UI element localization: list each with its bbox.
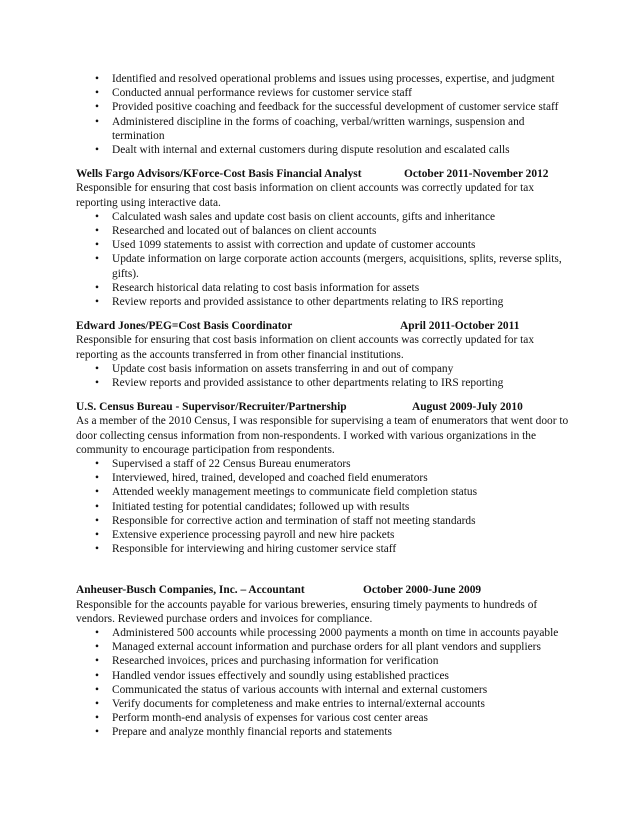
bullet-icon: • (95, 472, 99, 485)
bullet-icon: • (95, 87, 99, 100)
list-item-text: Provided positive coaching and feedback for the successful development of customer service staff (112, 101, 559, 114)
job-title: Wells Fargo Advisors/KForce-Cost Basis Financial Analyst (76, 168, 362, 181)
list-item (76, 100, 576, 114)
job-bullet-list (76, 210, 576, 309)
bullet-icon: • (95, 362, 99, 375)
list-item-text: Handled vendor issues effectively and soundly using established practices (112, 669, 449, 682)
list-item-text: Calculated wash sales and update cost basis on client accounts, gifts and inheritance (112, 210, 496, 223)
job-anheuser-busch (76, 583, 576, 739)
bullet-icon: • (95, 712, 99, 725)
list-item (76, 542, 576, 556)
list-item (76, 528, 576, 542)
job-wells-fargo (76, 167, 576, 309)
job-edward-jones (76, 319, 576, 390)
list-item-text: Administered discipline in the forms of coaching, verbal/written warnings, suspension and termination (112, 115, 525, 142)
bullet-icon: • (95, 500, 99, 513)
list-item (76, 210, 576, 224)
list-item-text: Initiated testing for potential candidates; followed up with results (112, 500, 410, 513)
list-item (76, 514, 576, 528)
bullet-icon: • (95, 296, 99, 309)
list-item-text: Prepare and analyze monthly financial reports and statements (112, 726, 392, 739)
list-item (76, 252, 576, 280)
list-item-text: Review reports and provided assistance to other departments relating to IRS reporting (112, 296, 504, 309)
list-item (76, 640, 576, 654)
list-item (76, 295, 576, 309)
list-item-text: Update information on large corporate action accounts (mergers, acquisitions, splits, reverse splits, gifts). (112, 253, 562, 280)
bullet-icon: • (95, 144, 99, 157)
job-dates: April 2011-October 2011 (400, 320, 520, 333)
list-item (76, 683, 576, 697)
job-title: Edward Jones/PEG=Cost Basis Coordinator (76, 320, 293, 333)
list-item-text: Research historical data relating to cost basis information for assets (112, 281, 420, 294)
bullet-icon: • (95, 514, 99, 527)
list-item (76, 471, 576, 485)
list-item (76, 654, 576, 668)
list-item-text: Dealt with internal and external customers during dispute resolution and escalated calls (112, 144, 510, 157)
bullet-icon: • (95, 627, 99, 640)
list-item-text: Attended weekly management meetings to communicate field completion status (112, 486, 478, 499)
job-heading (76, 319, 576, 333)
bullet-icon: • (95, 239, 99, 252)
list-item-text: Supervised a staff of 22 Census Bureau enumerators (112, 458, 351, 471)
list-item (76, 143, 576, 157)
list-item-text: Perform month-end analysis of expenses for various cost center areas (112, 712, 428, 725)
job-heading (76, 583, 576, 597)
bullet-icon: • (95, 683, 99, 696)
list-item (76, 711, 576, 725)
list-item (76, 115, 576, 143)
list-item-text: Responsible for interviewing and hiring customer service staff (112, 543, 397, 556)
job-title: Anheuser-Busch Companies, Inc. – Accountant (76, 584, 305, 597)
bullet-icon: • (95, 210, 99, 223)
list-item (76, 697, 576, 711)
list-item (76, 485, 576, 499)
job-title: U.S. Census Bureau - Supervisor/Recruiter/Partnership (76, 401, 347, 414)
bullet-icon: • (95, 377, 99, 390)
bullet-icon: • (95, 253, 99, 266)
list-item (76, 626, 576, 640)
bullet-icon: • (95, 698, 99, 711)
bullet-icon: • (95, 726, 99, 739)
bullet-icon: • (95, 655, 99, 668)
job-description: Responsible for ensuring that cost basis information on client accounts was correctly updated for tax reporting using interactive data. (76, 182, 535, 209)
job-description: Responsible for the accounts payable for various breweries, ensuring timely payments to hundreds of vendors. Reviewed purchase orders and invoices for compliance. (76, 598, 538, 625)
job-description: Responsible for ensuring that cost basis information on client accounts was correctly updated for tax reporting as the accounts transferred in from other financial institutions. (76, 334, 535, 361)
bullet-icon: • (95, 73, 99, 85)
list-item-text: Conducted annual performance reviews for customer service staff (112, 87, 412, 100)
list-item (76, 669, 576, 683)
job-dates: October 2011-November 2012 (404, 168, 549, 181)
bullet-icon: • (95, 543, 99, 556)
list-item-text: Update cost basis information on assets transferring in and out of company (112, 362, 454, 375)
list-item-text: Responsible for corrective action and termination of staff not meeting standards (112, 514, 476, 527)
bullet-icon: • (95, 225, 99, 238)
list-item-text: Review reports and provided assistance to other departments relating to IRS reporting (112, 377, 504, 390)
list-item-text: Researched invoices, prices and purchasing information for verification (112, 655, 439, 668)
list-item-text: Administered 500 accounts while processing 2000 payments a month on time in accounts payable (112, 627, 559, 640)
list-item-text: Researched and located out of balances on client accounts (112, 225, 377, 238)
list-item (76, 725, 576, 739)
list-item (76, 72, 576, 86)
job-bullet-list (76, 457, 576, 556)
job-heading (76, 400, 576, 414)
bullet-icon: • (95, 529, 99, 542)
bullet-icon: • (95, 669, 99, 682)
job-description: As a member of the 2010 Census, I was responsible for supervising a team of enumerators that went door to door collecting census information from non-respondents. I worked with various organizations in the community to encourage participation from respondents. (76, 415, 569, 456)
list-item (76, 376, 576, 390)
job-census-bureau (76, 400, 576, 556)
list-item (76, 457, 576, 471)
bullet-icon: • (95, 486, 99, 499)
resume-content (76, 72, 576, 740)
list-item-text: Verify documents for completeness and make entries to internal/external accounts (112, 698, 485, 711)
job-dates: October 2000-June 2009 (363, 584, 482, 597)
bullet-icon: • (95, 101, 99, 114)
job-bullet-list (76, 362, 576, 390)
list-item-text: Interviewed, hired, trained, developed and coached field enumerators (112, 472, 428, 485)
list-item (76, 281, 576, 295)
list-item (76, 224, 576, 238)
job-heading (76, 167, 576, 181)
list-item-text: Extensive experience processing payroll and new hire packets (112, 529, 395, 542)
bullet-icon: • (95, 115, 99, 128)
bullet-icon: • (95, 458, 99, 471)
list-item (76, 86, 576, 100)
bullet-icon: • (95, 641, 99, 654)
bullet-icon: • (95, 281, 99, 294)
list-item (76, 362, 576, 376)
list-item-text: Managed external account information and purchase orders for all plant vendors and suppliers (112, 641, 541, 654)
list-item (76, 500, 576, 514)
list-item-text: Identified and resolved operational problems and issues using processes, expertise, and judgment (112, 73, 555, 85)
job-dates: August 2009-July 2010 (412, 401, 523, 414)
list-item (76, 238, 576, 252)
job-bullet-list (76, 626, 576, 740)
list-item-text: Used 1099 statements to assist with correction and update of customer accounts (112, 239, 476, 252)
list-item-text: Communicated the status of various accounts with internal and external customers (112, 683, 488, 696)
intro-bullet-list (76, 72, 576, 157)
